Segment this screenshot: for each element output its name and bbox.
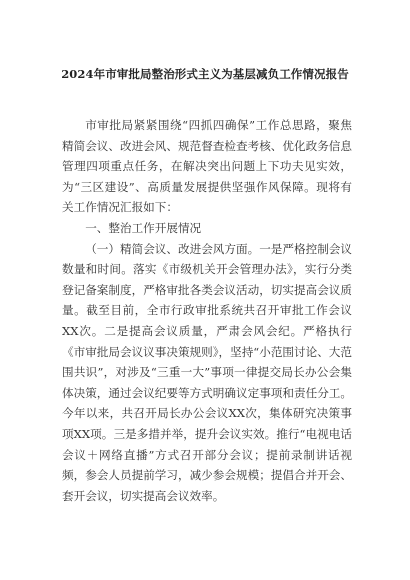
section-paragraph: （一）精简会议、改进会风方面。一是严格控制会议数量和时间。落实《市级机关开会管理办法》，实行分类登记备案制度，严格审批各类会议活动，切实提高会议质量。截至目前，全市行政审批系统共召开审批工作会议XX次。二是提高会议质量，严肃会风会纪。严格执行《市审批局会议议事决策规则》，坚持“小范围讨论、大范围共识”，对涉及“三重一大”事项一律提交局长办公会集体决策，通过会议纪要等方式明确议定事项和责任分工。今年以来，共召开局长办公会议XX次，集体研究决策事项XX项。三是多措并举，提升会议实效。推行“电视电话会议＋网络直播”方式召开部分会议；提前录制讲话视频，参会人员提前学习，减少参会规模；提倡合并开会、套开会议，切实提高会议效率。 bbox=[62, 241, 352, 503]
document-body bbox=[62, 115, 352, 506]
intro-paragraph: 市审批局紧紧围绕“四抓四确保”工作总思路，聚焦精简会议、改进会风、规范督查检查考核、优化政务信息管理四项重点任务，在解决突出问题上下功夫见实效，为“三区建设”、高质量发展提供坚强作风保障。现将有关工作情况汇报如下： bbox=[62, 118, 352, 215]
section-heading: 一、整治工作开展情况 bbox=[85, 220, 202, 235]
document-title: 2024年市审批局整治形式主义为基层减负工作情况报告 bbox=[61, 67, 349, 81]
